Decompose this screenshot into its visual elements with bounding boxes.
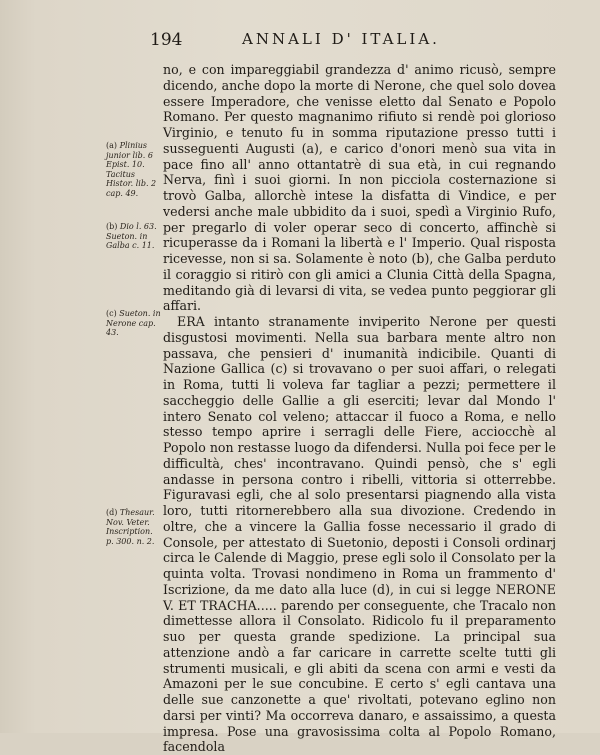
- paragraph-1: no, e con impareggiabil grandezza d' animo ricusò, sempre dicendo, anche dopo la morte di Nerone, che quel solo dovea essere Imperadore, che venisse eletto dal Senato e Popolo Romano. Per questo magnanimo rifiuto si rendè poi glorioso Virginio, e tenuto fu in somma riputazione presso tutti i susseguenti Augusti (a), e carico d'onori menò sua vita in pace fino all' anno ottantatrè di sua età, in cui regnando Nerva, finì i suoi giorni. In non picciola costernazione si trovò Galba, allorchè intese la disfatta di Vindice, e per vedersi anche male ubbidito da i suoi, spedì a Virginio Rufo, per pregarlo di voler operar seco di concerto, affinchè si ricuperasse da i Romani la libertà e l' Imperio. Qual risposta ricevesse, non si sa. Solamente è noto (b), che Galba perduto il coraggio si ritirò con gli amici a Clunia Città della Spagna, meditando già di levarsi di vita, se vedea punto peggiorar gli affari.: [163, 62, 556, 314]
- page-number: 194: [150, 30, 183, 50]
- main-text: [163, 62, 556, 755]
- paragraph-2: ERA intanto stranamente inviperito Nerone per questi disgustosi movimenti. Nella sua barbara mente altro non passava, che pensieri d' inumanità indicibile. Quanti di Nazione Gallica (c) si trovavano o per suoi affari, o relegati in Roma, tutti li voleva far tagliar a pezzi; permettere il saccheggio delle Gallie a gli eserciti; levar dal Mondo l' intero Senato col veleno; attaccar il fuoco a Roma, e nello stesso tempo aprire i serragli delle Fiere, acciocchè al Popolo non restasse luogo da difendersi. Nulla poi fece per le difficultà, ches' incontravano. Quindi pensò, che s' egli andasse in persona contro i ribelli, vittoria si otterrebbe. Figuravasi egli, che al solo presentarsi piagnendo alla vista loro, tutti ritornerebbero alla sua divozione. Credendo in oltre, che a vincere la Gallia fosse necessario il grado di Console, per attestato di Suetonio, deposti i Consoli ordinarj circa le Calende di Maggio, prese egli solo il Consolato per la quinta volta. Trovasi nondimeno in Roma un frammento d' Iscrizione, da me dato alla luce (d), in cui si legge NERONE V. ET TRACHA..... parendo per conseguente, che Tracalo non dimettesse allora il Consolato. Ridicolo fu il preparamento suo per questa grande spedizione. La principal sua attenzione andò a far caricare in carrette scelte tutti gli strumenti musicali, e gli abiti da scena con armi e vesti da Amazoni per le sue concubine. E certo s' egli cantava una delle sue canzonette a que' rivoltati, potevano eglino non darsi per vinti? Ma occorreva danaro, e assaissimo, a questa impresa. Pose una gravosissima colta al Popolo Romano, facendola: [163, 314, 557, 755]
- footnote-a: [106, 141, 162, 199]
- running-title: ANNALI D' ITALIA.: [242, 30, 440, 48]
- footnote-text: Sueton. in Nerone cap. 43.: [106, 309, 161, 338]
- footnote-d: [106, 508, 162, 546]
- footnote-c: [106, 309, 162, 338]
- footnote-text: Dio l. 63. Sueton. in Galba c. 11.: [106, 222, 157, 251]
- footnote-text: Thesaur. Nov. Veter. Inscription. p. 300. n. 2.: [106, 508, 155, 546]
- footnote-label: (d): [106, 508, 118, 517]
- footnote-label: (a): [106, 141, 118, 150]
- footnote-text: Plinius junior lib. 6 Epist. 10. Tacitus Histor. lib. 2 cap. 49.: [106, 141, 157, 198]
- footnote-label: (c): [106, 309, 117, 318]
- footnote-b: [106, 222, 162, 251]
- footnote-label: (b): [106, 222, 118, 231]
